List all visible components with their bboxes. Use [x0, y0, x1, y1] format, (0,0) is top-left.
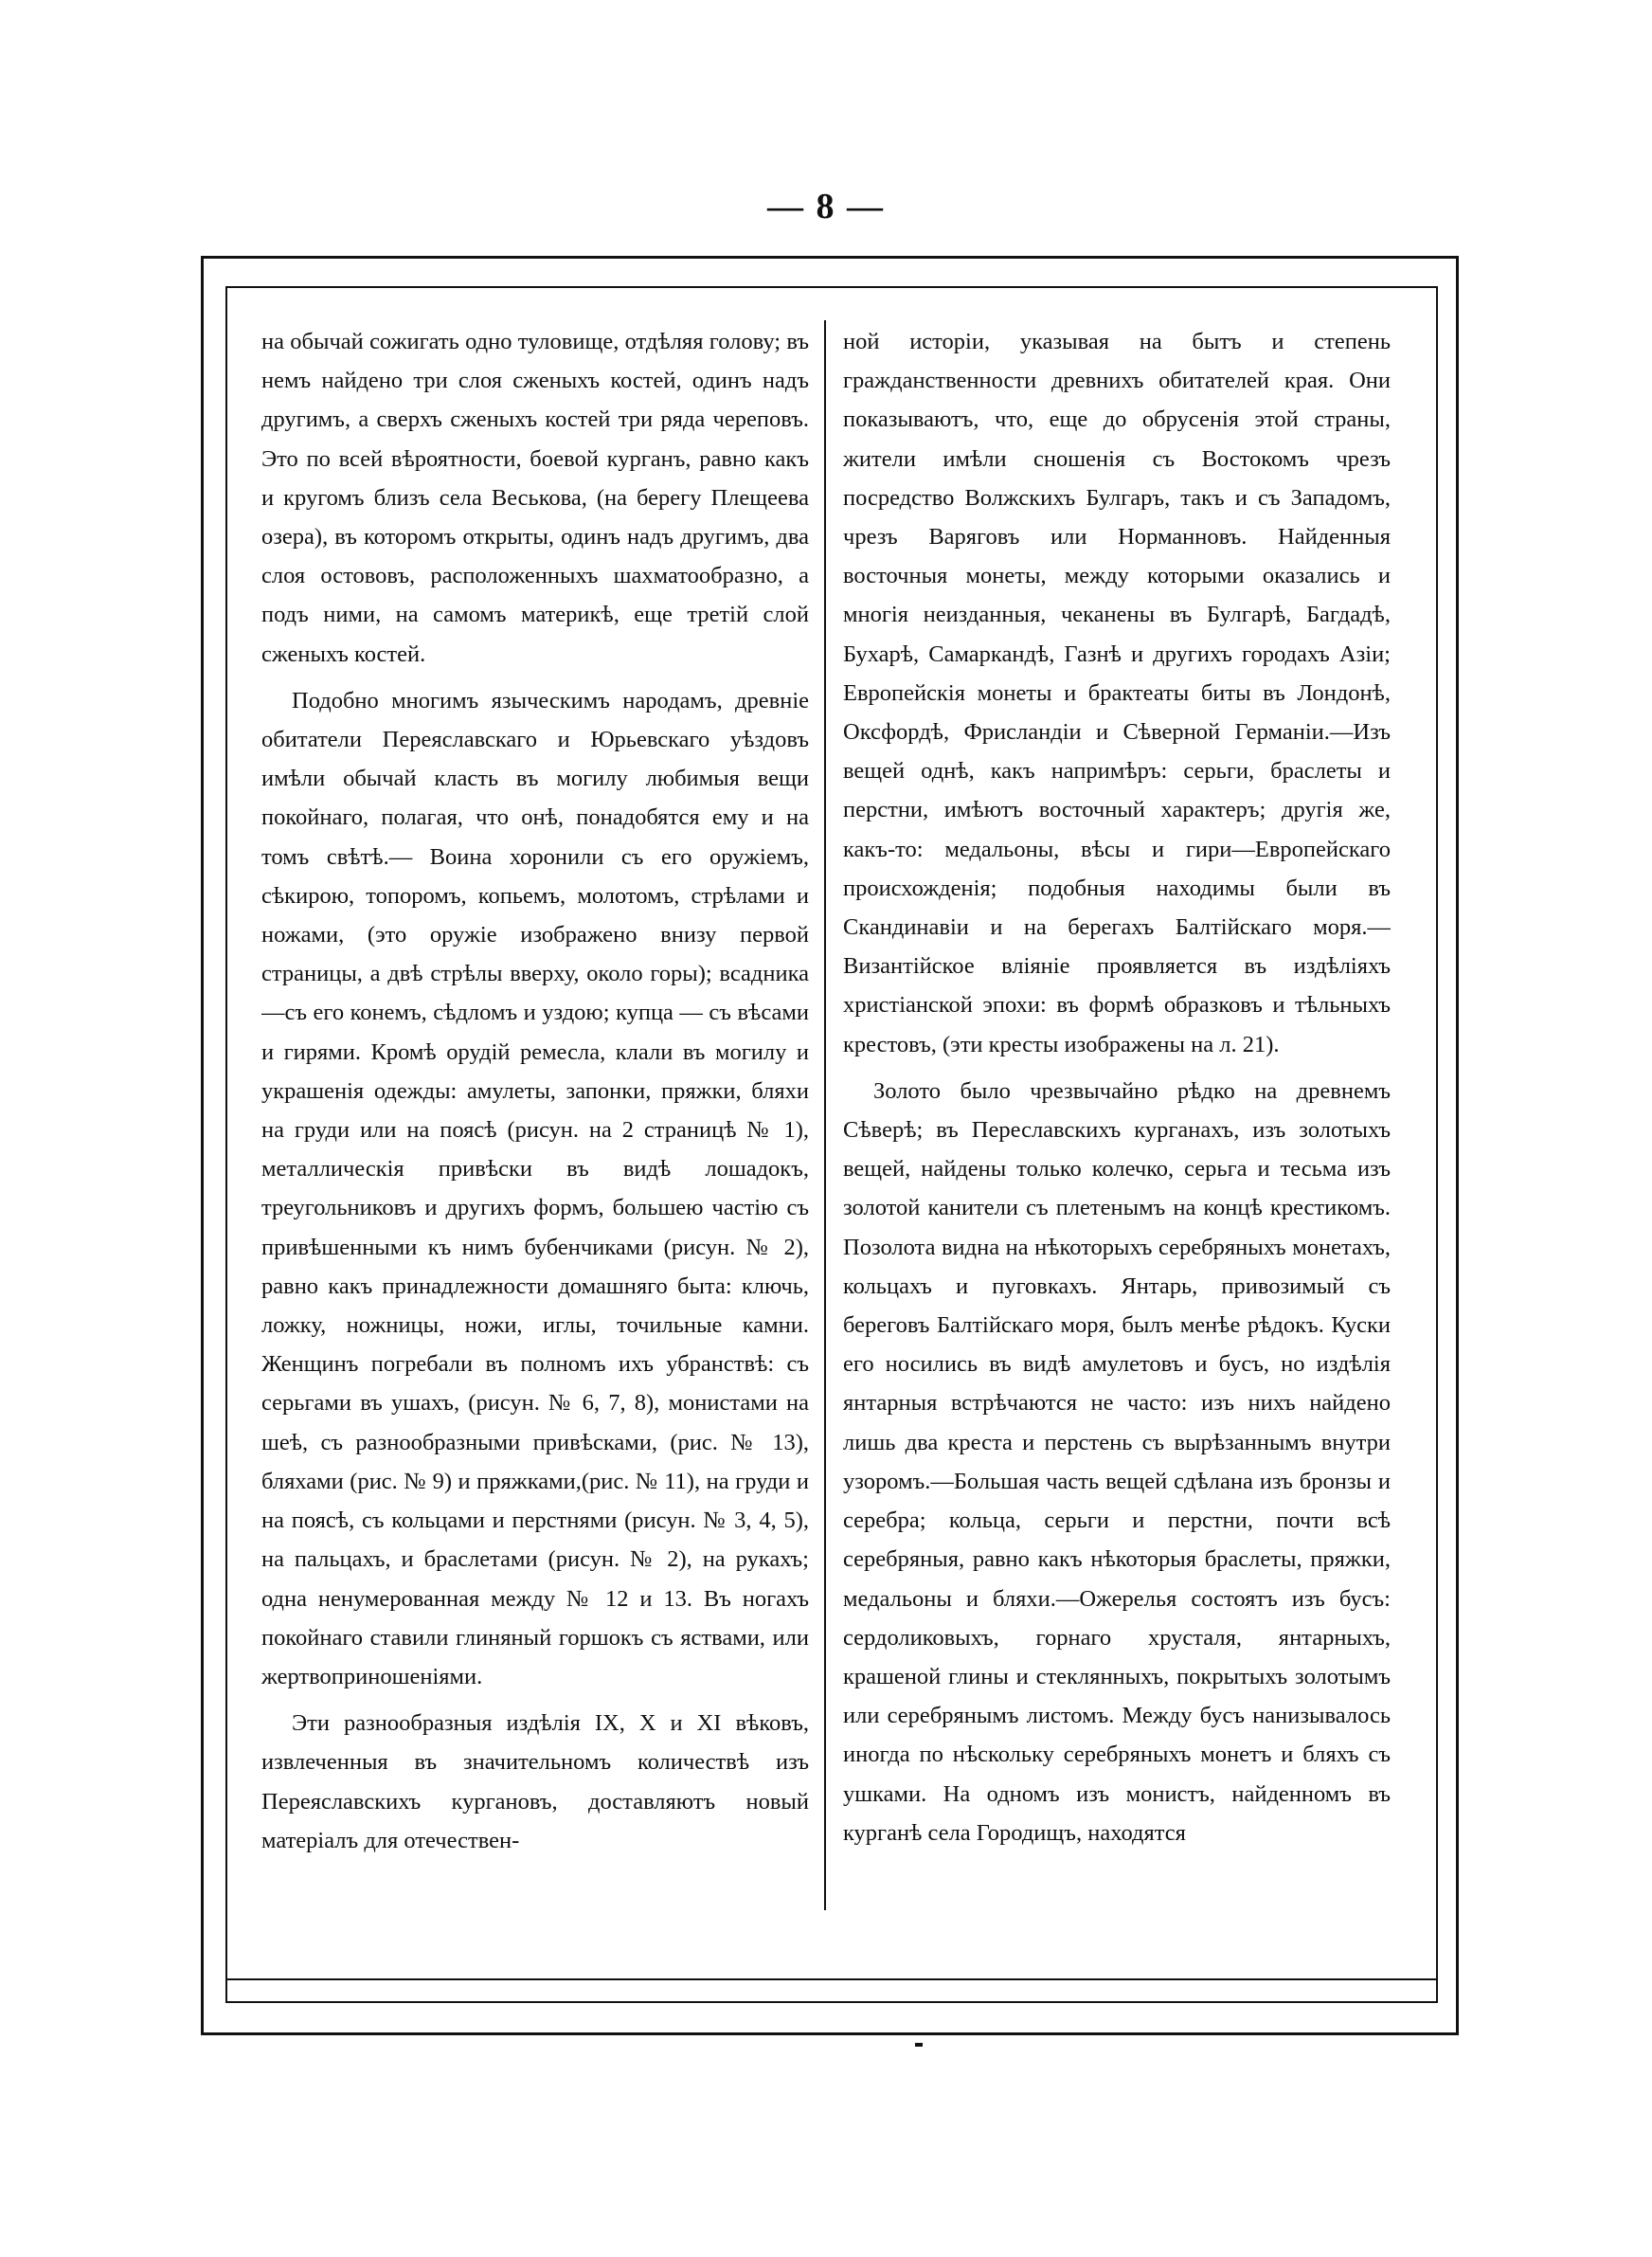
page-number: — 8 —: [767, 187, 885, 226]
left-text-column: [261, 322, 809, 1914]
left-paragraph-2: Подобно многимъ языческимъ народамъ, древніе обитатели Переяславскаго и Юрьевскаго уѣздовъ имѣли обычай класть въ могилу любимыя вещи покойнаго, полагая, что онѣ, понадобятся ему и на томъ свѣтѣ.— Воина хоронили съ его оружіемъ, сѣкирою, топоромъ, копьемъ, молотомъ, стрѣлами и ножами, (это оружіе изображено внизу первой страницы, а двѣ стрѣлы вверху, около горы); всадника—съ его конемъ, сѣдломъ и уздою; купца — съ вѣсами и гирями. Кромѣ орудій ремесла, клали въ могилу и украшенія одежды: амулеты, запонки, пряжки, бляхи на груди или на поясѣ (рисун. на 2 страницѣ № 1), металлическія привѣски въ видѣ лошадокъ, треугольниковъ и другихъ формъ, большею частію съ привѣшенными къ нимъ бубенчиками (рисун. № 2), равно какъ принадлежности домашняго быта: ключь, ложку, ножницы, ножи, иглы, точильные камни. Женщинъ погребали въ полномъ ихъ убранствѣ: съ серьгами въ ушахъ, (рисун. № 6, 7, 8), монистами на шеѣ, съ разнообразными привѣсками, (рис. № 13), бляхами (рис. № 9) и пряжками,(рис. № 11), на груди и на поясѣ, съ кольцами и перстнями (рисун. № 3, 4, 5), на пальцахъ, и браслетами (рисун. № 2), на рукахъ; одна ненумерованная между № 12 и 13. Въ ногахъ покойнаго ставили глиняный горшокъ съ яствами, или жертвоприношеніями.: [261, 687, 809, 1689]
right-text-column: [843, 322, 1391, 1914]
print-mark: [915, 2043, 923, 2047]
right-paragraph-1: ной исторіи, указывая на бытъ и степень гражданственности древнихъ обитателей края. Они показываютъ, что, еще до обрусенія этой страны, жители имѣли сношенія съ Востокомъ чрезъ посредство Волжскихъ Булгаръ, такъ и съ Западомъ, чрезъ Варяговъ или Норманновъ. Найденныя восточныя монеты, между которыми оказались и многія неизданныя, чеканены въ Булгарѣ, Багдадѣ, Бухарѣ, Самаркандѣ, Газнѣ и другихъ городахъ Азіи; Европейскія монеты и брактеаты биты въ Лондонѣ, Оксфордѣ, Фрисландіи и Сѣверной Германіи.—Изъ вещей однѣ, какъ напримѣръ: серьги, браслеты и перстни, имѣютъ восточный характеръ; другія же, какъ-то: медальоны, вѣсы и гири—Европейскаго происхожденія; подобныя находимы были въ Скандинавіи и на берегахъ Балтійскаго моря.— Византійское вліяніе проявляется въ издѣліяхъ христіанской эпохи: въ формѣ образковъ и тѣльныхъ крестовъ, (эти кресты изображены на л. 21).: [843, 329, 1391, 1057]
right-paragraph-2: Золото было чрезвычайно рѣдко на древнемъ Сѣверѣ; въ Переславскихъ курганахъ, изъ золотыхъ вещей, найдены только колечко, серьга и тесьма изъ золотой канители съ плетенымъ на концѣ крестикомъ. Позолота видна на нѣкоторыхъ серебряныхъ монетахъ, кольцахъ и пуговкахъ. Янтарь, привозимый съ береговъ Балтійскаго моря, былъ менѣе рѣдокъ. Куски его носились въ видѣ амулетовъ и бусъ, но издѣлія янтарныя встрѣчаются не часто: изъ нихъ найдено лишь два креста и перстень съ вырѣзаннымъ внутри узоромъ.—Большая часть вещей сдѣлана изъ бронзы и серебра; кольца, серьги и перстни, почти всѣ серебряныя, равно какъ нѣкоторыя браслеты, пряжки, медальоны и бляхи.—Ожерелья состоятъ изъ бусъ: сердоликовыхъ, горнаго хрусталя, янтарныхъ, крашеной глины и стеклянныхъ, покрытыхъ золотымъ или серебрянымъ листомъ. Между бусъ нанизывалось иногда по нѣскольку серебряныхъ монетъ и бляхъ съ ушками. На одномъ изъ монистъ, найденномъ въ курганѣ села Городищъ, находятся: [843, 1077, 1391, 1846]
column-divider: [824, 320, 826, 1910]
left-paragraph-3: Эти разнообразныя издѣлія IX, X и XI вѣковъ, извлеченныя въ значительномъ количествѣ изъ Переяславскихъ кургановъ, доставляютъ новый матеріалъ для отечествен-: [261, 1710, 809, 1853]
left-paragraph-1: на обычай сожигать одно туловище, отдѣляя голову; въ немъ найдено три слоя сженыхъ костей, одинъ надъ другимъ, а сверхъ сженыхъ костей три ряда череповъ. Это по всей вѣроятности, боевой курганъ, равно какъ и кругомъ близъ села Веськова, (на берегу Плещеева озера), въ которомъ открыты, одинъ надъ другимъ, два слоя остововъ, расположенныхъ шахматообразно, а подъ ними, на самомъ материкѣ, еще третій слой сженыхъ костей.: [261, 329, 809, 667]
